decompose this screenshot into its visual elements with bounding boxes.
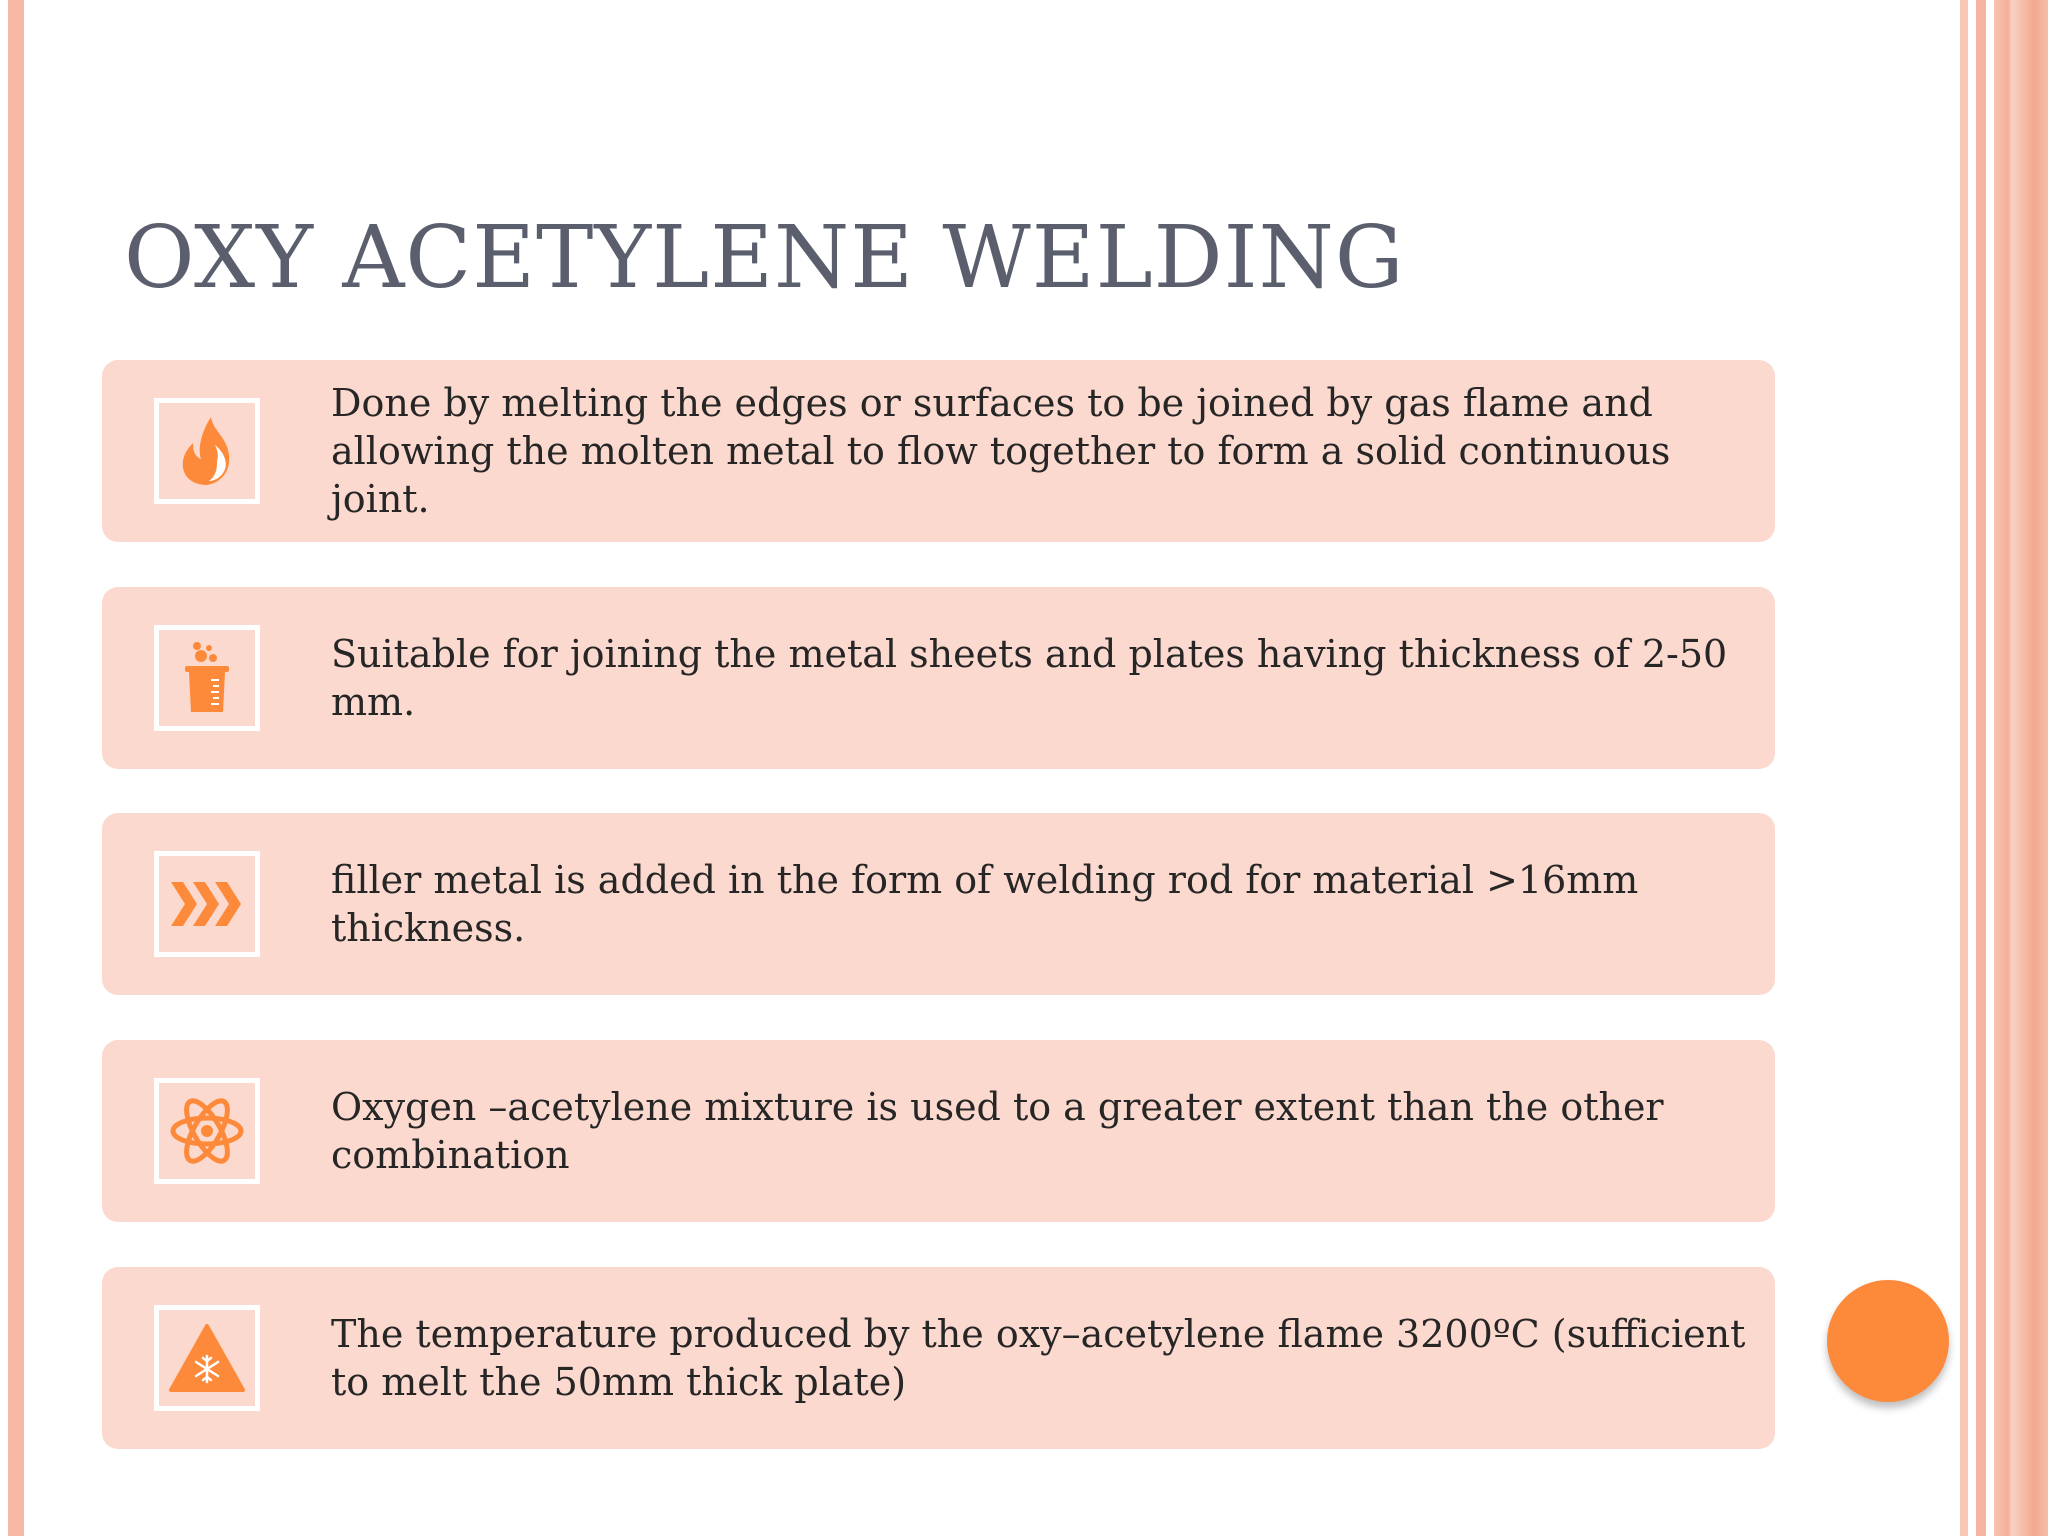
bullet-text: filler metal is added in the form of welding rod for material >16mm thickness. — [331, 858, 1639, 950]
icon-frame — [154, 1305, 260, 1411]
right-border-stripe — [1960, 0, 1968, 1536]
chevrons-right-icon — [167, 864, 247, 944]
bullet-card — [102, 1267, 1775, 1449]
right-border-stripe — [1976, 0, 1986, 1536]
bullet-card — [102, 813, 1775, 995]
left-border-stripe — [8, 0, 24, 1536]
flame-icon — [167, 411, 247, 491]
bullet-text: Suitable for joining the metal sheets and plates having thickness of 2-50 mm. — [331, 632, 1728, 724]
snowflake-warning-icon — [167, 1318, 247, 1398]
slide-title: OXY ACETYLENE WELDING — [124, 208, 1405, 308]
icon-frame — [154, 851, 260, 957]
atom-icon — [167, 1091, 247, 1171]
decorative-circle — [1827, 1280, 1949, 1402]
icon-frame — [154, 398, 260, 504]
bullet-card — [102, 360, 1775, 542]
beaker-icon — [167, 638, 247, 718]
bullet-text: The temperature produced by the oxy–acetylene flame 3200ºC (sufficient to melt the 50mm thick plate) — [331, 1312, 1746, 1404]
bullet-card — [102, 1040, 1775, 1222]
icon-frame — [154, 1078, 260, 1184]
bullet-text: Oxygen –acetylene mixture is used to a greater extent than the other combination — [331, 1085, 1664, 1177]
right-border-band — [1994, 0, 2048, 1536]
icon-frame — [154, 625, 260, 731]
bullet-text: Done by melting the edges or surfaces to be joined by gas flame and allowing the molten metal to flow together to form a solid continuous joint. — [331, 381, 1671, 521]
bullet-card — [102, 587, 1775, 769]
